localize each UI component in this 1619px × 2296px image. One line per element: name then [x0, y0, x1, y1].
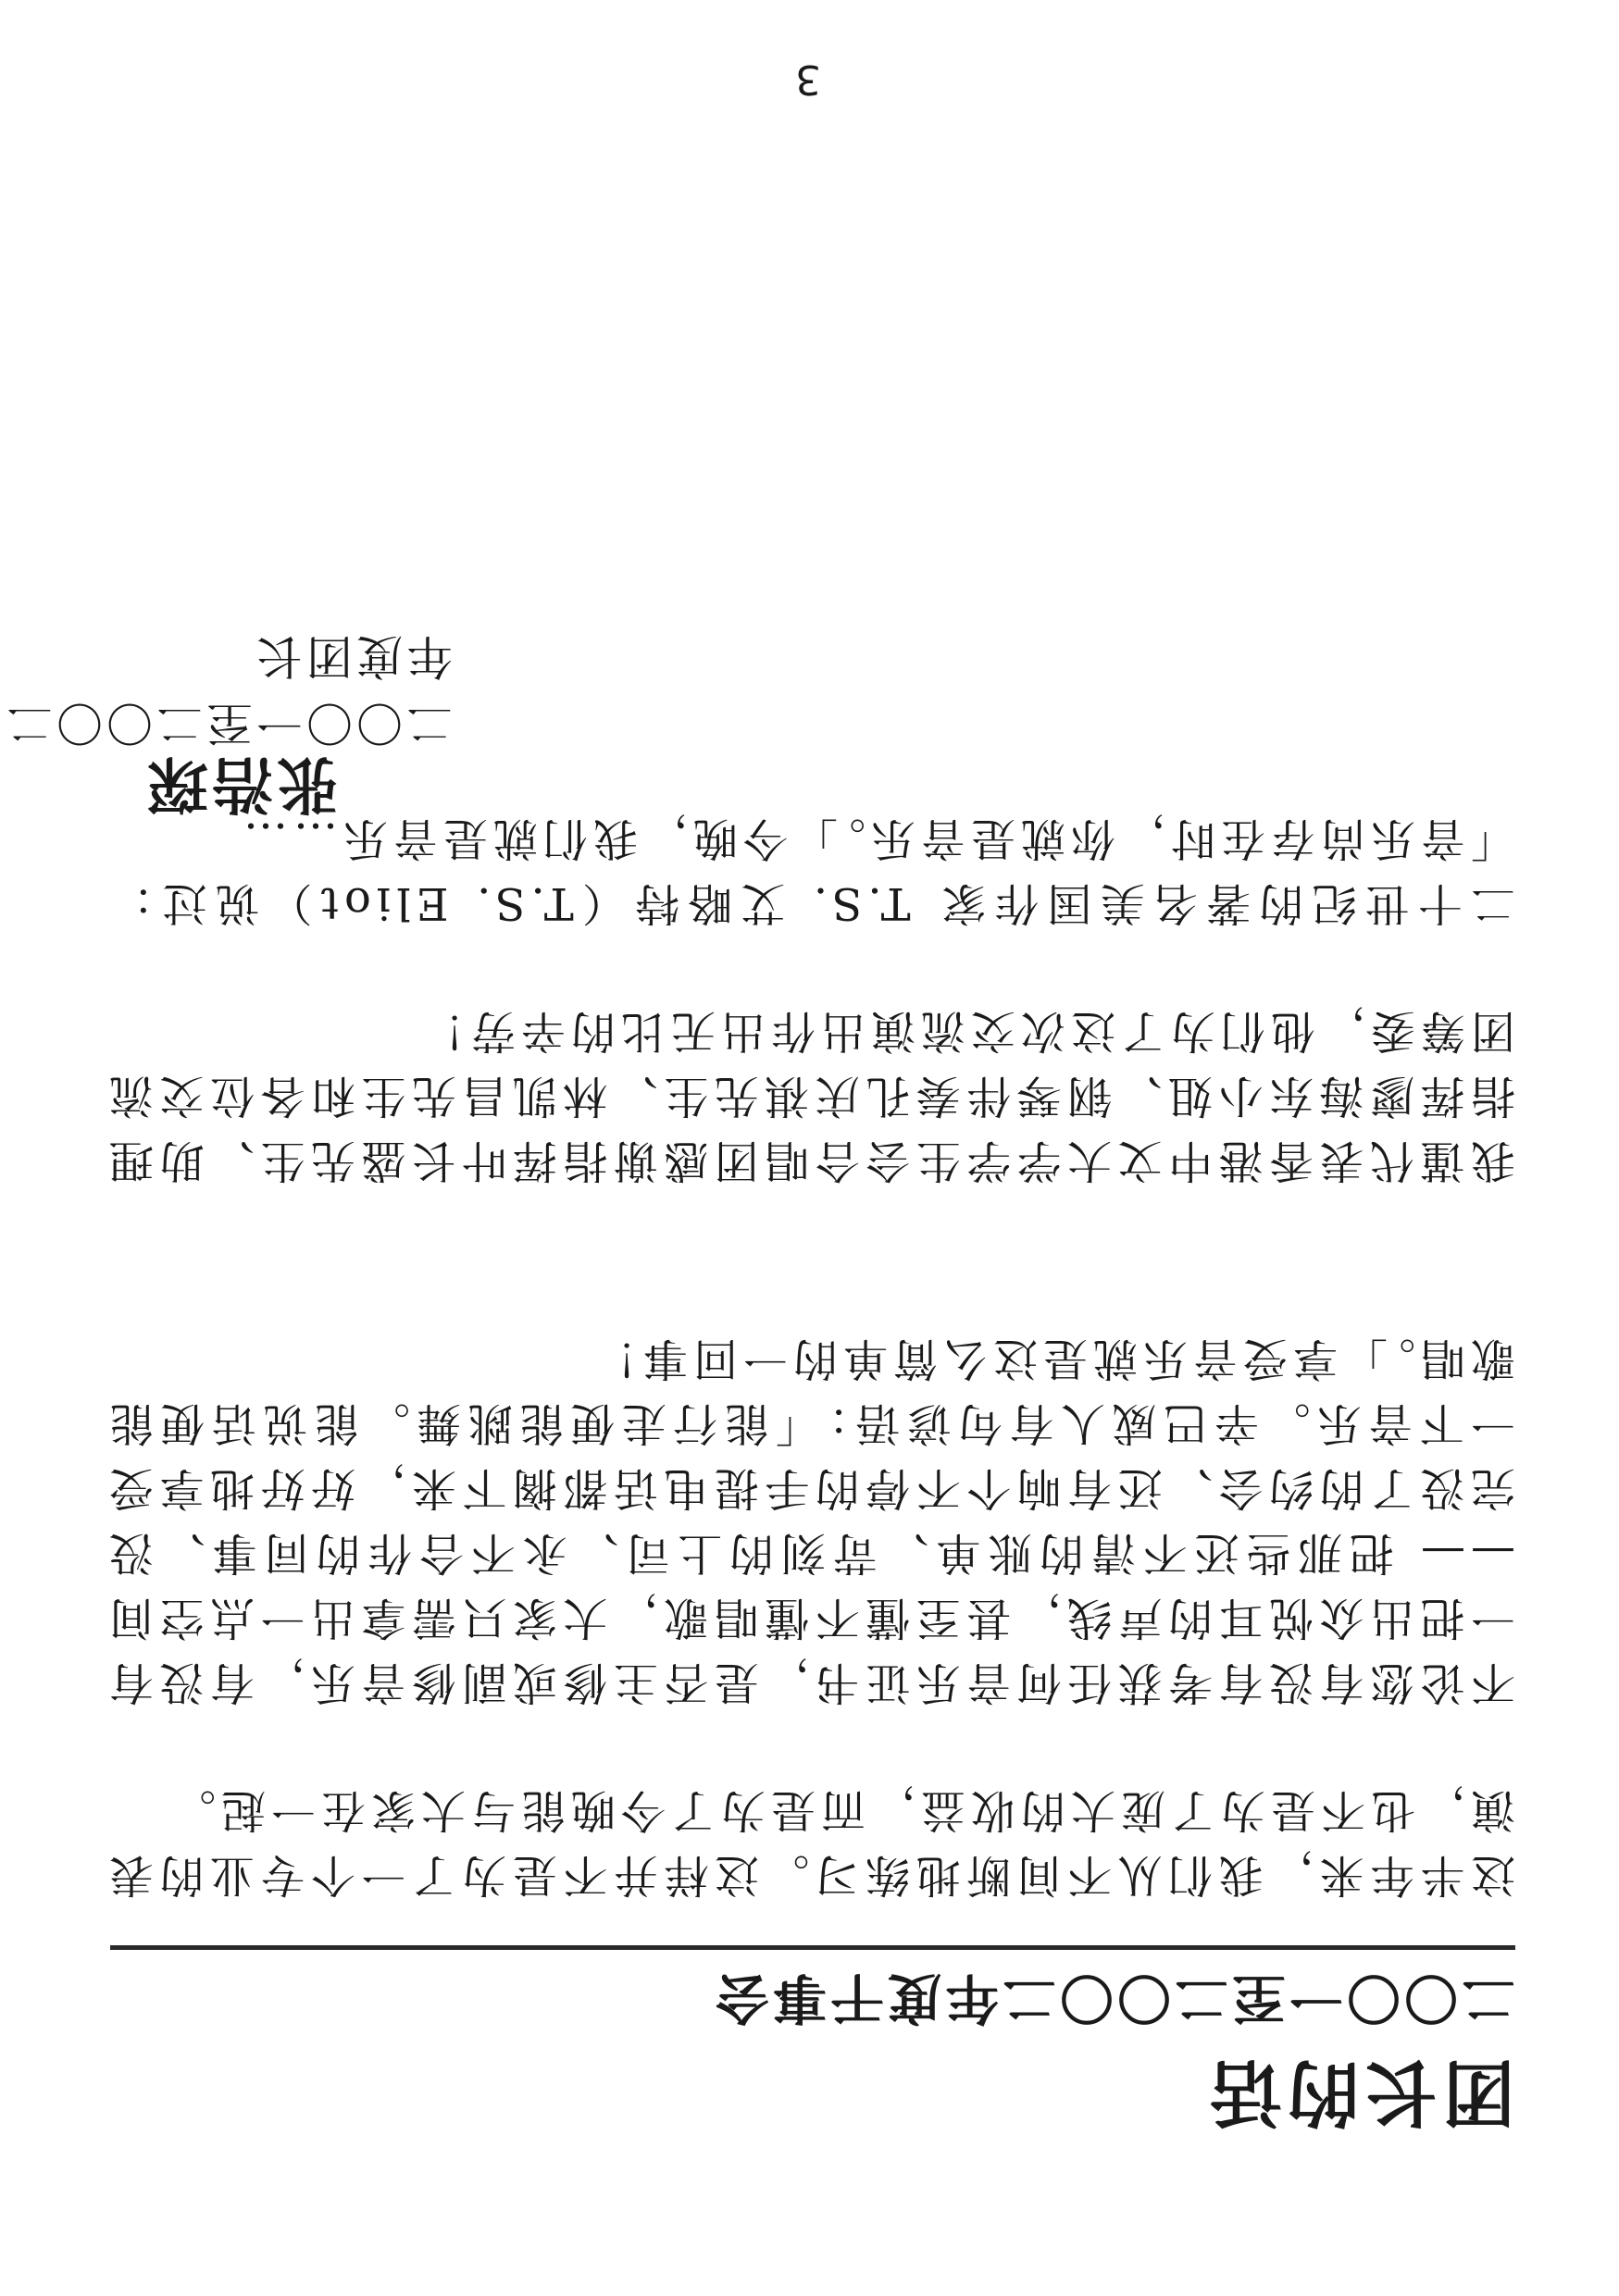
page-number: 3 — [795, 56, 821, 103]
paragraph-1: 这半年来，我们从不间断地练习。这样并不是为了一个专业的表演，也不是为了庞大的收益，而是为了今晚能与大家在一起。 — [104, 1784, 1515, 1901]
title-divider — [110, 1945, 1515, 1950]
paragraph-4: 二十世纪的著名美国作家 T.S. 艾略特（T.S. Eliot）说过：「音乐尚存在时，你就是音乐。」今晚，我们就是音乐…… — [104, 813, 1515, 929]
paragraph-2: 不论您有没有考获任何音乐证书，是否主修或副修音乐，有没有一把出众悦耳的声线，甚至懂不懂唱歌，大家只需拿出一点空间 —— 把那些还不清的账单、苛刻的上司、永不合作的同事、没完没了的约会、还有响个不停的手提电话都搁下来，好好地享受一下音乐。辛巴威人有句谚语：「能行走便能跳舞。能说话便能歌唱。」享受音乐就是这么简单的一回事！ — [104, 1333, 1515, 1708]
page-subtitle: 二〇〇一至二〇〇二年度干事会 — [711, 1967, 1515, 2029]
signer-role: 二〇〇一至二〇〇二年度团长 — [3, 629, 453, 750]
signer-name: 张浩琛 — [143, 749, 338, 821]
paragraph-3: 我谨代表香港中文大学学生会合唱团感谢指挥叶长盛先生、助理指挥廖海东小姐、钢琴伴奏孔庆祺先生、林凯昌先生和各位交流团筹委，他们为了这次交流演出作出无比的辛劳！ — [104, 1005, 1515, 1186]
page-title: 团长的话 — [1203, 2050, 1515, 2134]
